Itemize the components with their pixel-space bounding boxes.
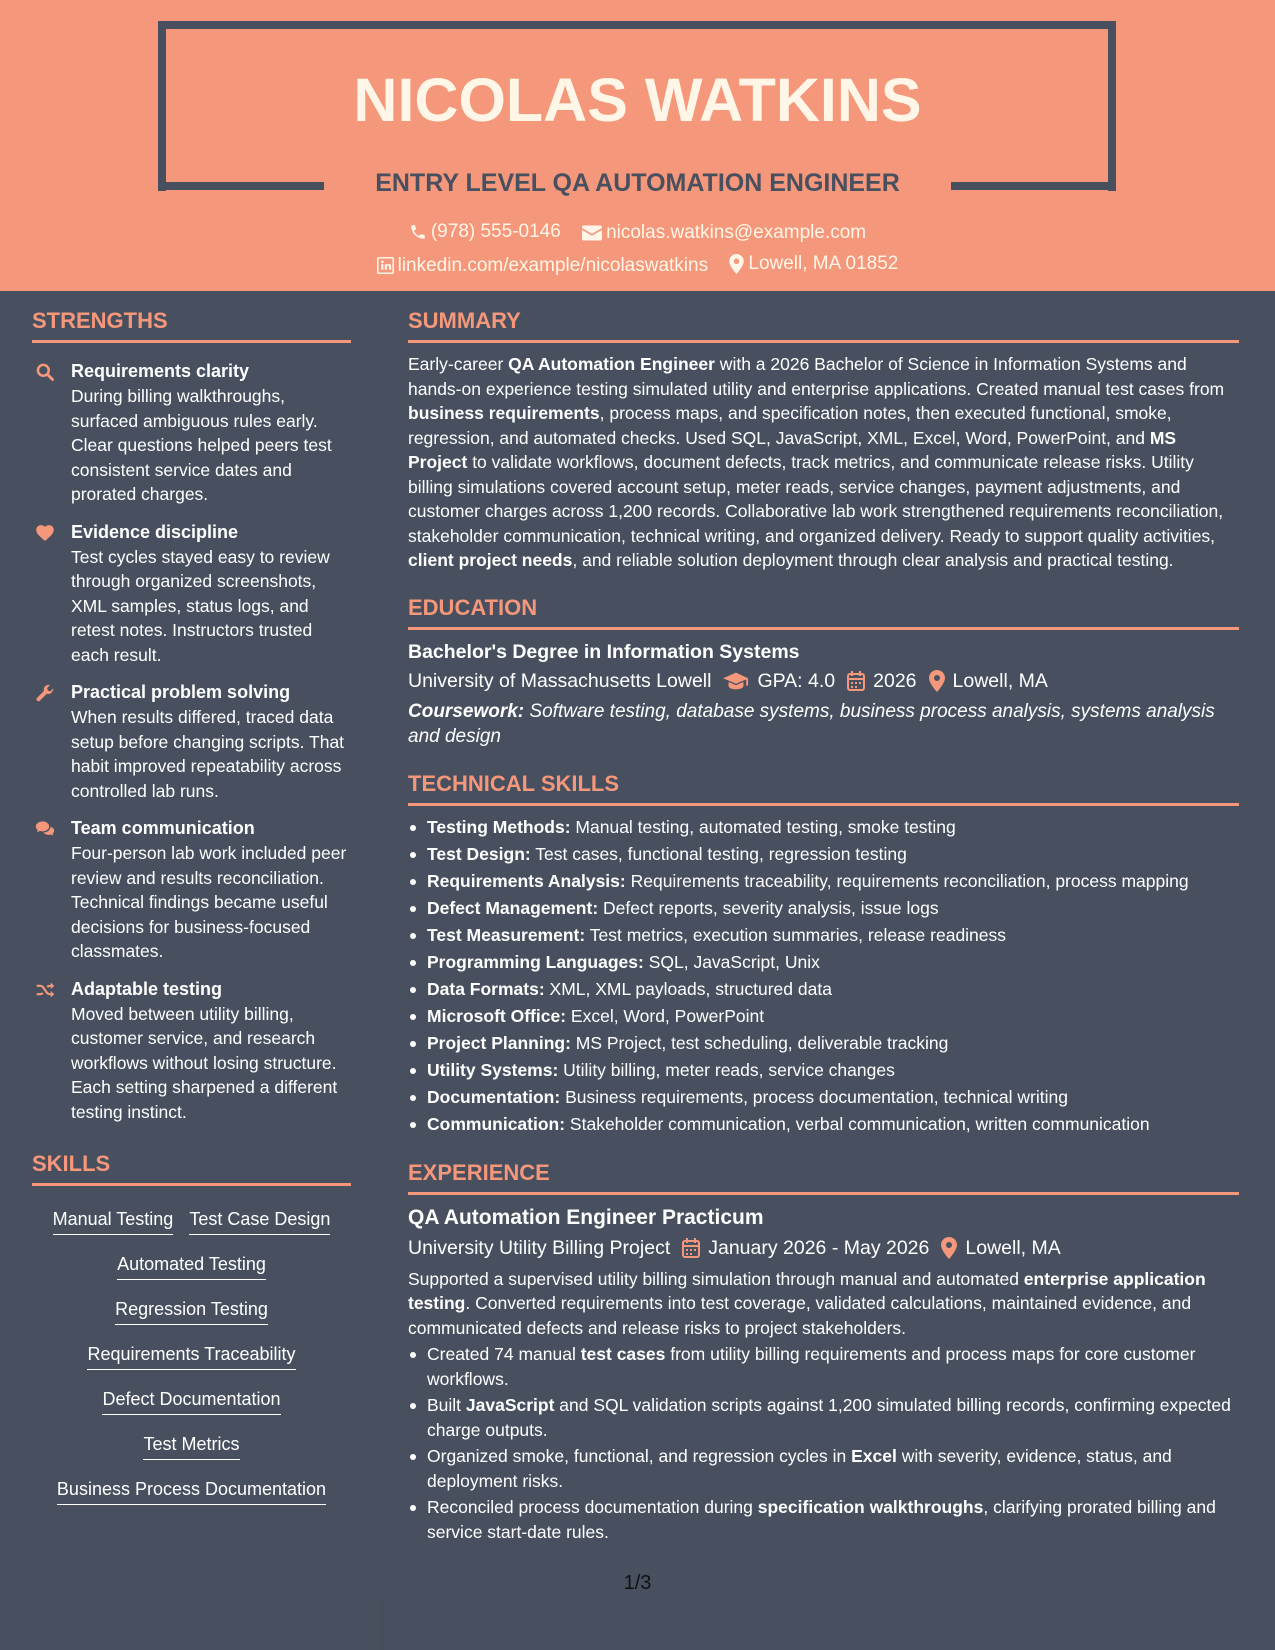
skills-tags [32, 1198, 351, 1513]
search-icon [35, 362, 55, 382]
linkedin-contact[interactable] [377, 253, 708, 279]
strength-title: Requirements clarity [71, 361, 250, 381]
phone-contact [409, 219, 561, 245]
skill-tag: Test Case Design [189, 1205, 330, 1235]
skills-rule [32, 1183, 351, 1186]
strength-title: Team communication [71, 818, 255, 838]
list-item: Data Formats: XML, XML payloads, structured data [408, 976, 1239, 1003]
list-item: Utility Systems: Utility billing, meter reads, service changes [408, 1057, 1239, 1084]
list-item: Testing Methods: Manual testing, automated testing, smoke testing [408, 814, 1239, 841]
strengths-heading: STRENGTHS [32, 308, 168, 333]
strength-item [32, 359, 351, 507]
list-item: Test Design: Test cases, functional testing, regression testing [408, 841, 1239, 868]
list-item: Defect Management: Defect reports, severity analysis, issue logs [408, 895, 1239, 922]
edu-location-text: Lowell, MA [952, 669, 1048, 692]
strength-item [32, 977, 351, 1125]
comments-icon [35, 819, 55, 839]
skill-tag: Defect Documentation [102, 1385, 280, 1415]
heart-icon [35, 523, 55, 543]
job-title: ENTRY LEVEL QA AUTOMATION ENGINEER [375, 169, 900, 197]
education-heading: EDUCATION [408, 594, 538, 620]
linkedin-icon [377, 257, 394, 274]
strength-body: During billing walkthroughs, surfaced ambiguous rules early. Clear questions helped peers test consistent service dates and prorated charges. [71, 386, 332, 504]
strength-body: Four-person lab work included peer review and results reconciliation. Technical findings became useful decisions for business-focused classmates. [71, 843, 347, 961]
year-text: 2026 [873, 669, 917, 692]
skill-tag: Automated Testing [117, 1250, 266, 1280]
organization-name: University Utility Billing Project [408, 1236, 671, 1259]
candidate-name: NICOLAS WATKINS [353, 66, 922, 134]
strength-body: Test cycles stayed easy to review through organized screenshots, XML samples, status logs, and retest notes. Instructors trusted each result. [71, 546, 330, 665]
dates-item [682, 1232, 929, 1265]
shuffle-icon [35, 980, 55, 1000]
list-item: Documentation: Business requirements, process documentation, technical writing [408, 1084, 1239, 1111]
education-section [408, 593, 1239, 749]
exp-location-text: Lowell, MA [965, 1236, 1061, 1259]
technical-skills-rule [408, 803, 1239, 806]
envelope-icon [582, 225, 602, 241]
location-text: Lowell, MA 01852 [748, 253, 899, 274]
skill-tag: Manual Testing [53, 1205, 174, 1235]
list-item: Built JavaScript and SQL validation scripts against 1,200 simulated billing records, confirming expected charge outputs. [408, 1393, 1239, 1442]
list-item: Communication: Stakeholder communication, verbal communication, written communication [408, 1111, 1239, 1138]
year-item [847, 666, 916, 697]
skill-tag: Regression Testing [115, 1295, 268, 1325]
wrench-icon [35, 683, 55, 703]
email-contact[interactable] [582, 220, 866, 246]
technical-skills-section [408, 769, 1239, 1138]
strength-body: Moved between utility billing, customer service, and research workflows without losing structure. Each setting sharpened a different testing instinct. [71, 1003, 338, 1122]
resume-header [0, 0, 1275, 291]
left-column [32, 306, 351, 1513]
right-column [408, 306, 1239, 1546]
experience-bullets [408, 1342, 1239, 1544]
list-item: Organized smoke, functional, and regression cycles in Excel with severity, evidence, status, and deployment risks. [408, 1444, 1239, 1493]
experience-section [408, 1158, 1239, 1545]
list-item: Project Planning: MS Project, test scheduling, deliverable tracking [408, 1030, 1239, 1057]
school-name: University of Massachusetts Lowell [408, 669, 712, 692]
list-item: Test Measurement: Test metrics, execution summaries, release readiness [408, 922, 1239, 949]
strength-title: Adaptable testing [71, 978, 223, 999]
email-text[interactable]: nicolas.watkins@example.com [606, 222, 867, 243]
skill-tag: Business Process Documentation [57, 1475, 326, 1505]
list-item: Microsoft Office: Excel, Word, PowerPoint [408, 1003, 1239, 1030]
technical-skills-list [408, 814, 1239, 1138]
role-title: QA Automation Engineer Practicum [408, 1205, 764, 1229]
strength-title: Evidence discipline [71, 521, 239, 542]
experience-description: Supported a supervised utility billing simulation through manual and automated enterprise application testing. Converted requirements into test coverage, validated calculations, maintained evidence, and communicated defects and release risks to project stakeholders. [408, 1268, 1206, 1338]
experience-rule [408, 1192, 1239, 1195]
strength-body: When results differed, traced data setup before changing scripts. That habit improved repeatability across controlled lab runs. [71, 707, 345, 801]
edu-location-item [929, 666, 1048, 697]
map-pin-icon [941, 1237, 957, 1259]
strength-item [32, 520, 351, 668]
map-pin-icon [929, 670, 945, 692]
gpa-item [723, 666, 835, 697]
coursework: Coursework: Software testing, database systems, business process analysis, systems analysis and design [408, 700, 1215, 747]
education-rule [408, 627, 1239, 630]
contact-row-1 [0, 219, 1275, 249]
graduation-cap-icon [723, 671, 749, 691]
linkedin-text[interactable]: linkedin.com/example/nicolaswatkins [397, 254, 709, 276]
dates-text: January 2026 - May 2026 [708, 1236, 930, 1259]
experience-meta [408, 1232, 1239, 1265]
education-meta [408, 666, 1239, 697]
technical-skills-heading: TECHNICAL SKILLS [408, 770, 620, 796]
exp-location-item [941, 1232, 1060, 1265]
list-item: Created 74 manual test cases from utility billing requirements and process maps for core customer workflows. [408, 1342, 1239, 1391]
strength-item [32, 680, 351, 803]
summary-heading: SUMMARY [408, 308, 521, 333]
strengths-list [32, 359, 351, 1124]
skills-heading: SKILLS [32, 1151, 111, 1176]
column-divider [382, 1600, 383, 1650]
strength-item [32, 816, 351, 964]
calendar-icon [847, 671, 865, 691]
summary-rule [408, 340, 1239, 343]
gpa-text: GPA: 4.0 [757, 669, 836, 692]
location-contact [729, 251, 898, 277]
skill-tag: Requirements Traceability [87, 1340, 295, 1370]
skill-tag: Test Metrics [143, 1430, 239, 1460]
phone-icon [409, 223, 427, 241]
list-item: Requirements Analysis: Requirements traceability, requirements reconciliation, process mapping [408, 868, 1239, 895]
degree-title: Bachelor's Degree in Information Systems [408, 640, 800, 663]
contact-row-2 [0, 251, 1275, 282]
strength-title: Practical problem solving [71, 682, 291, 702]
phone-text: (978) 555-0146 [430, 221, 561, 242]
list-item: Reconciled process documentation during specification walkthroughs, clarifying prorated billing and service start-date rules. [408, 1495, 1239, 1544]
summary-text: Early-career QA Automation Engineer with a 2026 Bachelor of Science in Information Systems and hands-on experience testing simulated utility and enterprise applications. Created manual test cases from business requirements, process maps, and specification notes, then executed functional, smoke, regression, and automated checks. Used SQL, JavaScript, XML, Excel, Word, PowerPoint, and MS Project to validate workflows, document defects, track metrics, and communicate release risks. Utility billing simulations covered account setup, meter reads, service changes, payment adjustments, and customer charges across 1,200 records. Collaborative lab work strengthened requirements reconciliation, stakeholder communication, technical writing, and organized delivery. Ready to support quality activities, client project needs, and reliable solution deployment through clear analysis and practical testing. [408, 354, 1225, 570]
list-item: Programming Languages: SQL, JavaScript, Unix [408, 949, 1239, 976]
page-number: 1/3 [623, 1572, 652, 1594]
strengths-rule [32, 340, 351, 343]
experience-heading: EXPERIENCE [408, 1159, 550, 1185]
map-pin-icon [729, 254, 744, 274]
calendar-icon [682, 1238, 700, 1258]
